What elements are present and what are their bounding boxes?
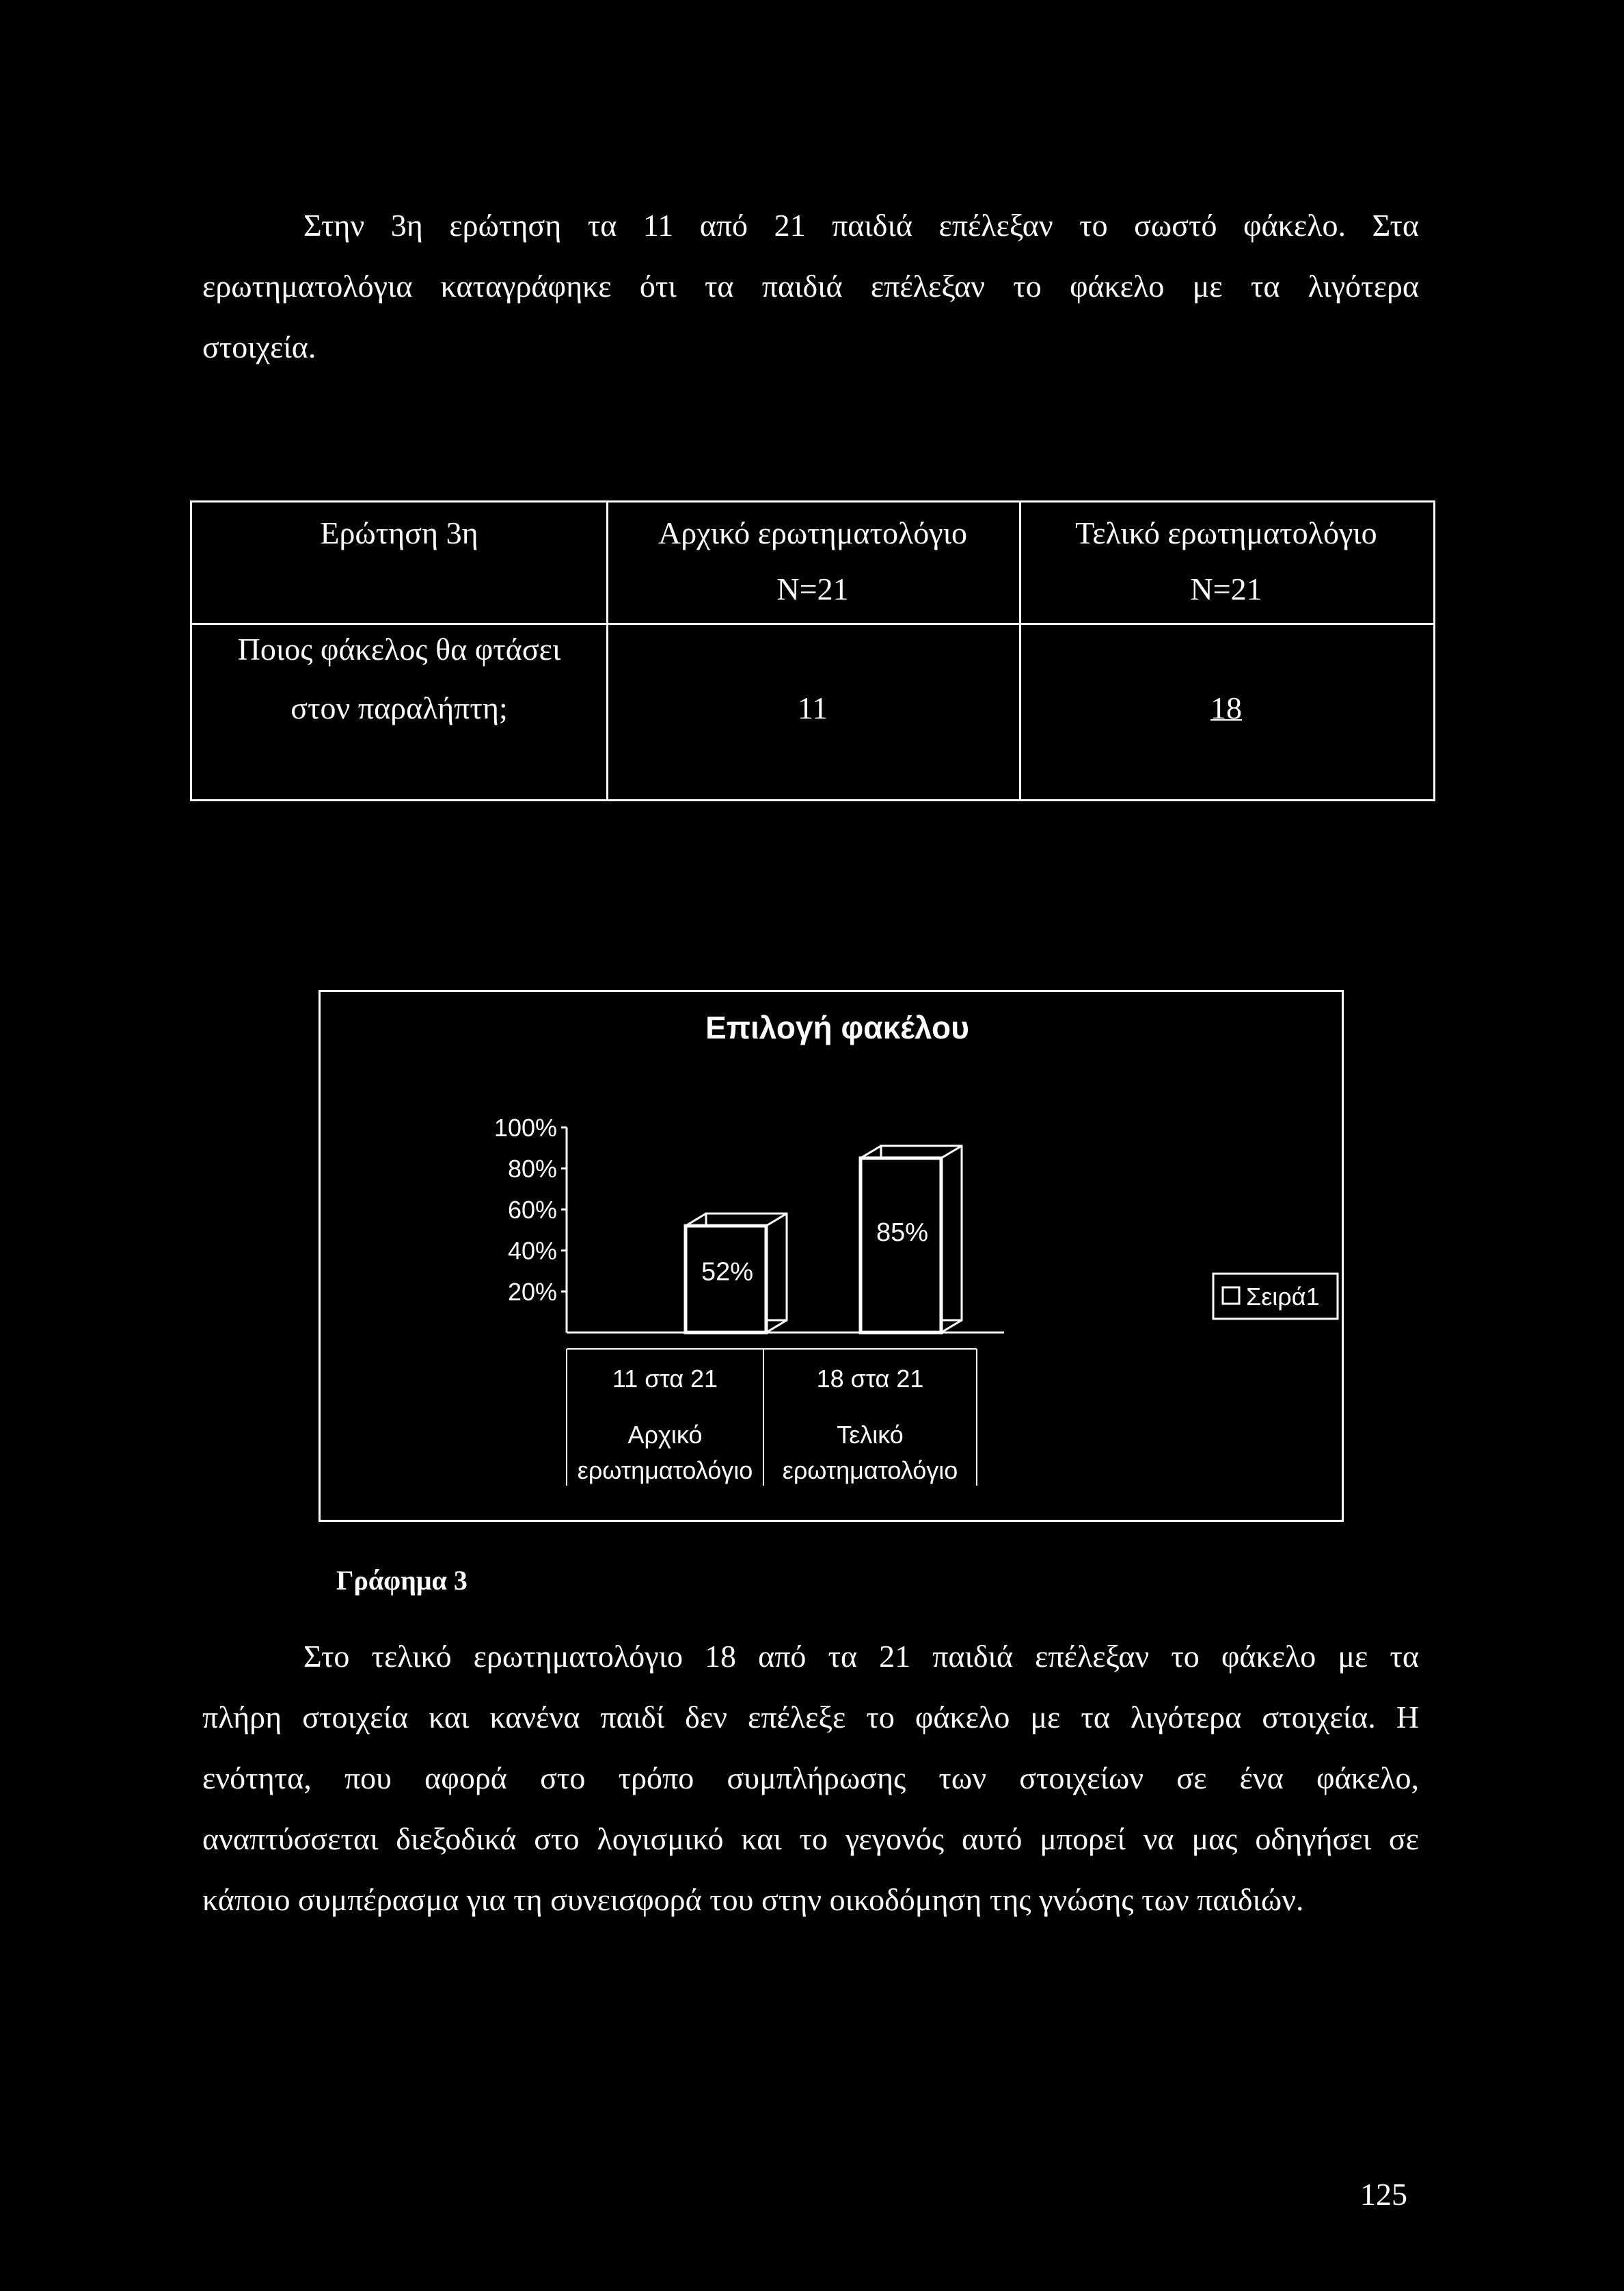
intro-line-1: Στην 3η ερώτηση τα 11 από 21 παιδιά επέλεξαν το σωστό φάκελο. Στα <box>303 208 1419 243</box>
row-final-value: 18 <box>1210 691 1242 725</box>
bar-data-label: 85% <box>876 1218 929 1248</box>
y-tick-label: 40% <box>507 1237 557 1265</box>
bar-data-label: 52% <box>701 1257 754 1287</box>
page-number: 125 <box>1360 2177 1407 2212</box>
intro-paragraph <box>202 195 1419 377</box>
y-tick-label: 80% <box>507 1155 557 1183</box>
header-initial-n: N=21 <box>776 572 849 606</box>
category-label: 11 στα 21 <box>612 1365 718 1393</box>
question-table <box>190 500 1435 801</box>
bar-edge <box>686 1214 706 1226</box>
category-label: 18 στα 21 <box>816 1365 924 1393</box>
legend-label: Σειρά1 <box>1246 1283 1320 1311</box>
bar-edge <box>766 1320 787 1332</box>
header-initial-title: Αρχικό ερωτηματολόγιο <box>658 515 967 550</box>
outro-line-5: κάποιο συμπέρασμα για τη συνεισφορά του στην οικοδόμηση της γνώσης των παιδιών. <box>202 1882 1304 1917</box>
row-initial-value: 11 <box>797 691 828 725</box>
bar-edge <box>941 1320 962 1332</box>
category-label: ερωτηματολόγιο <box>782 1456 958 1484</box>
y-tick-label: 60% <box>507 1196 557 1224</box>
legend-swatch <box>1223 1287 1239 1304</box>
figure-caption: Γράφημα 3 <box>336 1565 468 1596</box>
chart-canvas <box>321 992 1342 1520</box>
bar-edge <box>941 1146 962 1158</box>
y-tick-label: 20% <box>507 1278 557 1306</box>
category-label: Τελικό <box>837 1421 904 1449</box>
intro-line-2: ερωτηματολόγια καταγράφηκε ότι τα παιδιά επέλεξαν το φάκελο με τα λιγότερα <box>202 269 1419 304</box>
outro-line-3: ενότητα, που αφορά στο τρόπο συμπλήρωσης των στοιχείων σε ένα φάκελο, <box>202 1760 1419 1795</box>
outro-line-1: Στο τελικό ερωτηματολόγιο 18 από τα 21 παιδιά επέλεξαν το φάκελο με τα <box>303 1639 1419 1674</box>
row-question-line-1: Ποιος φάκελος θα φτάσει <box>237 632 561 667</box>
intro-line-3: στοιχεία. <box>202 330 316 364</box>
chart-title: Επιλογή φακέλου <box>705 1010 969 1045</box>
header-final-n: N=21 <box>1190 572 1262 606</box>
outro-paragraph <box>202 1626 1419 1930</box>
outro-line-4: αναπτύσσεται διεξοδικά στο λογισμικό και το γεγονός αυτό μπορεί να μας οδηγήσει σε <box>202 1821 1419 1856</box>
category-label: ερωτηματολόγιο <box>577 1456 753 1484</box>
outro-line-2: πλήρη στοιχεία και κανένα παιδί δεν επέλεξε το φάκελο με τα λιγότερα στοιχεία. Η <box>202 1700 1419 1734</box>
y-tick-label: 100% <box>493 1114 557 1142</box>
bar-edge <box>861 1146 881 1158</box>
bar-edge <box>766 1214 787 1226</box>
category-label: Αρχικό <box>627 1421 703 1449</box>
header-final-title: Τελικό ερωτηματολόγιο <box>1075 515 1377 550</box>
chart <box>319 990 1344 1522</box>
row-question-line-2: στον παραλήπτη; <box>290 691 508 725</box>
header-question: Ερώτηση 3η <box>320 515 478 550</box>
